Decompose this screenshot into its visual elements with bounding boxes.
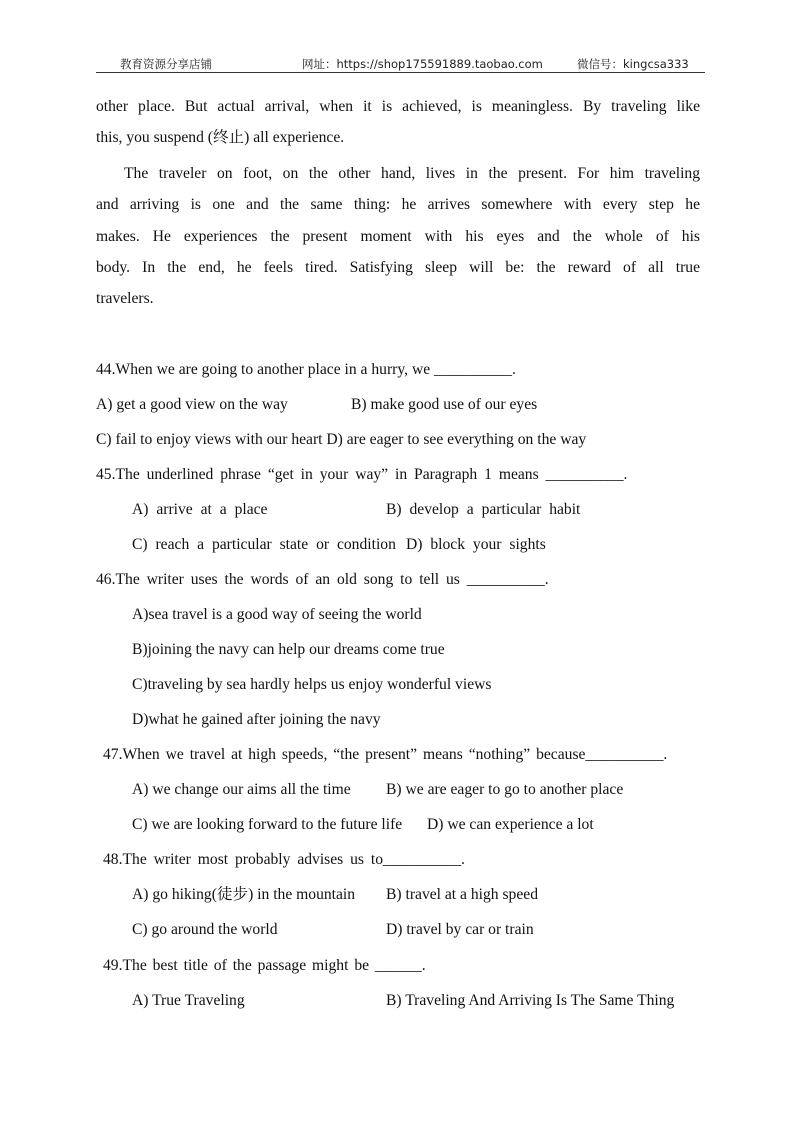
option-b[interactable]: B) make good use of our eyes — [351, 396, 538, 413]
question-stem: 47.When we travel at high speeds, “the present” means “nothing” because__________. — [103, 746, 668, 763]
option-c[interactable]: C) we are looking forward to the future life — [132, 816, 403, 833]
passage-line: other place. But actual arrival, when it is achieved, is meaningless. By traveling like — [96, 98, 700, 115]
question-stem: 49.The best title of the passage might be ______. — [103, 957, 426, 974]
option-a[interactable]: A)sea travel is a good way of seeing the world — [132, 606, 422, 623]
option-a[interactable]: A) get a good view on the way — [96, 396, 288, 413]
option-b[interactable]: B) Traveling And Arriving Is The Same Thing — [386, 992, 675, 1009]
header-wechat: 微信号：kingcsa333 — [577, 57, 689, 71]
option-a[interactable]: A) arrive at a place — [132, 501, 268, 518]
option-d[interactable]: D) travel by car or train — [386, 921, 534, 938]
option-b[interactable]: B) we are eager to go to another place — [386, 781, 624, 798]
passage-line: and arriving is one and the same thing: he arrives somewhere with every step he — [96, 196, 700, 213]
option-b[interactable]: B)joining the navy can help our dreams come true — [132, 641, 445, 658]
option-d[interactable]: D) block your sights — [406, 536, 546, 553]
option-c[interactable]: C) go around the world — [132, 921, 278, 938]
passage-line: this, you suspend (终止) all experience. — [96, 129, 345, 146]
option-b[interactable]: B) travel at a high speed — [386, 886, 538, 903]
question-stem: 48.The writer most probably advises us to__________. — [103, 851, 465, 868]
question-stem: 45.The underlined phrase “get in your way” in Paragraph 1 means __________. — [96, 466, 628, 483]
header-divider — [96, 72, 705, 73]
header-website[interactable]: 网址：https://shop175591889.taobao.com — [302, 57, 543, 71]
option-d[interactable]: D)what he gained after joining the navy — [132, 711, 381, 728]
option-c[interactable]: C) reach a particular state or condition — [132, 536, 396, 553]
passage-line: travelers. — [96, 290, 154, 307]
question-stem: 46.The writer uses the words of an old song to tell us __________. — [96, 571, 549, 588]
option-cd[interactable]: C) fail to enjoy views with our heart D) are eager to see everything on the way — [96, 431, 587, 448]
passage-line: The traveler on foot, on the other hand, lives in the present. For him traveling — [124, 165, 700, 182]
option-a[interactable]: A) we change our aims all the time — [132, 781, 351, 798]
header-shop-name: 教育资源分享店铺 — [120, 57, 212, 71]
option-b[interactable]: B) develop a particular habit — [386, 501, 581, 518]
passage-line: body. In the end, he feels tired. Satisfying sleep will be: the reward of all true — [96, 259, 700, 276]
passage-line: makes. He experiences the present moment with his eyes and the whole of his — [96, 228, 700, 245]
option-a[interactable]: A) go hiking(徒步) in the mountain — [132, 886, 356, 903]
option-d[interactable]: D) we can experience a lot — [427, 816, 594, 833]
option-a[interactable]: A) True Traveling — [132, 992, 245, 1009]
question-stem: 44.When we are going to another place in a hurry, we __________. — [96, 361, 516, 378]
option-c[interactable]: C)traveling by sea hardly helps us enjoy wonderful views — [132, 676, 492, 693]
